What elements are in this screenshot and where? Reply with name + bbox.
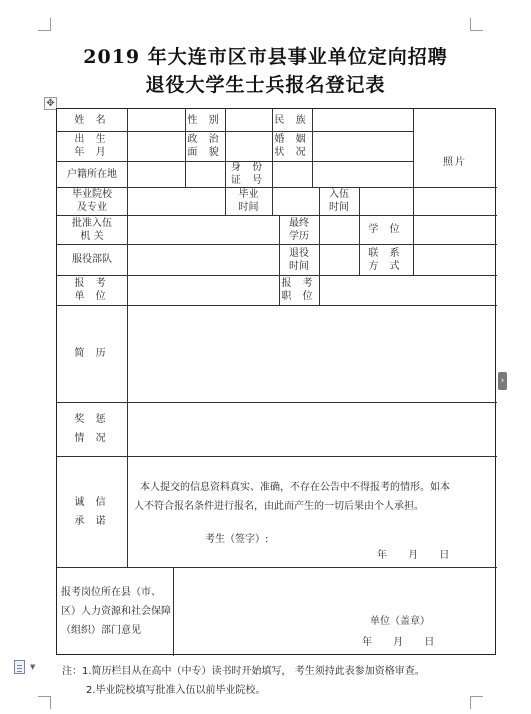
label-apply-position: 报 考 职 位	[281, 278, 317, 302]
page-title-line1: 2019 年大连市区市县事业单位定向招聘	[83, 46, 448, 68]
label-highest-edu: 最终 学历	[289, 217, 309, 242]
label-integrity: 诚 信 承 诺	[74, 496, 110, 527]
label-political: 政 治 面 貌	[187, 134, 223, 158]
note-2: 2.毕业院校填写批准入伍以前毕业院校。	[86, 685, 266, 696]
label-apply-unit: 报 考 单 位	[74, 278, 110, 302]
unit-seal-label: 单位（盖章）	[370, 616, 430, 627]
label-hukou: 户籍所在地	[67, 168, 117, 180]
note-1: 注：1.简历栏目从在高中（中专）读书时开始填写， 考生须持此表参加资格审查。	[62, 666, 425, 677]
declaration-line-1: 本人提交的信息资料真实、准确，不存在公告中不得报考的情形。如本	[140, 482, 450, 493]
label-ethnicity: 民 族	[274, 114, 310, 126]
label-id-number: 身 份 证 号	[230, 162, 267, 186]
move-cross-icon[interactable]: ✥	[44, 97, 57, 110]
label-resume: 简 历	[74, 348, 110, 359]
opinion-date: 年 月 日	[362, 637, 435, 648]
label-degree: 学 位	[368, 224, 404, 235]
label-retire-time: 退役 时间	[289, 247, 309, 272]
label-birth: 出 生 年 月	[74, 134, 110, 158]
label-graduate-time: 毕业 时间	[238, 189, 259, 213]
label-opinion: 报考岗位所在县（市、区）人力资源和社会保障（组织）部门意见	[61, 587, 171, 636]
document-icon[interactable]	[14, 660, 25, 674]
crop-mark-top-right	[470, 18, 483, 31]
crop-mark-bottom-left	[38, 696, 51, 709]
registration-form-table	[56, 108, 496, 655]
collapse-arrow-icon[interactable]: ›	[498, 372, 507, 390]
label-awards: 奖 惩 情 况	[74, 414, 110, 444]
declaration-line-2: 人不符合报名条件进行报名，由此而产生的一切后果由个人承担。	[134, 501, 424, 512]
label-marital: 婚 姻 状 况	[274, 134, 310, 158]
signature-label: 考生（签字）:	[205, 534, 269, 545]
label-enlist-approval: 批准入伍 机 关	[72, 217, 112, 242]
declaration-date: 年 月 日	[377, 550, 450, 561]
page-title-line2: 退役大学生士兵报名登记表	[145, 74, 386, 96]
label-photo: 照片	[443, 156, 467, 168]
label-name: 姓 名	[74, 114, 110, 126]
label-graduate-school: 毕业院校 及专业	[72, 189, 112, 213]
label-enlist-time: 入伍 时间	[329, 189, 349, 213]
crop-mark-bottom-right	[470, 696, 483, 709]
label-service-unit: 服役部队	[72, 254, 112, 265]
crop-mark-top-left	[38, 18, 51, 31]
chevron-down-icon[interactable]: ▼	[30, 663, 36, 671]
label-contact: 联 系 方 式	[368, 247, 404, 272]
label-gender: 性 别	[187, 114, 223, 126]
